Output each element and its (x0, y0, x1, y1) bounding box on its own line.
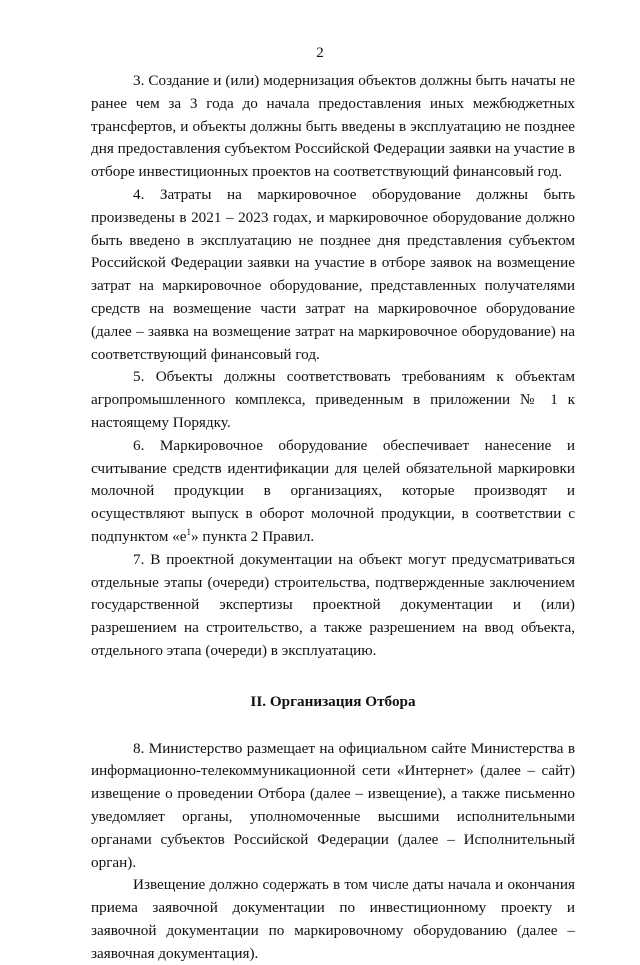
paragraph-5: 5. Объекты должны соответствовать требованиям к объектам агропромышленного комплекса, приведенным в приложении № 1 к настоящему Порядку. (91, 368, 575, 431)
paragraph-6-text: 6. Маркировочное оборудование обеспечивает нанесение и считывание средств идентификации для целей обязательной маркировки молочной продукции в организациях, которые производят и осуществляют выпуск в оборот молочной продукции, в соответствии с подпунктом «е (91, 436, 575, 545)
document-body (91, 70, 575, 965)
paragraph-3: 3. Создание и (или) модернизация объектов должны быть начаты не ранее чем за 3 года до начала предоставления иных межбюджетных трансфертов, и объекты должны быть введены в эксплуатацию не позднее дня предоставления субъектом Российской Федерации заявки на участие в отборе инвестиционных проектов на соответствующий финансовый год. (91, 72, 575, 181)
paragraph-6-tail: » пункта 2 Правил. (191, 527, 315, 545)
paragraph-8-continued: Извещение должно содержать в том числе даты начала и окончания приема заявочной документации по инвестиционному проекту и заявочной документации по маркировочному оборудованию (далее – заявочная документация). (91, 876, 575, 962)
paragraph-6 (91, 435, 575, 549)
paragraph-8: 8. Министерство размещает на официальном сайте Министерства в информационно-телекоммуникационной сети «Интернет» (далее – сайт) извещение о проведении Отбора (далее – извещение), а также письменно уведомляет органы, уполномоченные высшими исполнительными органами субъектов Российской Федерации (далее – Исполнительный орган). (91, 739, 575, 871)
paragraph-4: 4. Затраты на маркировочное оборудование должны быть произведены в 2021 – 2023 годах, и маркировочное оборудование должно быть введено в эксплуатацию не позднее дня представления субъектом Российской Федерации заявки на участие в отборе заявок на возмещение затрат на маркировочное оборудование, представленных получателями средств на возмещение части затрат на маркировочное оборудование (далее – заявка на возмещение затрат на маркировочное оборудование) на соответствующий финансовый год. (91, 185, 575, 363)
superscript-mark: 1 (186, 526, 192, 537)
paragraph-7: 7. В проектной документации на объект могут предусматриваться отдельные этапы (очереди) строительства, подтвержденные заключением государственной экспертизы проектной документации и (или) разрешением на строительство, а также разрешением на ввод объекта, отдельного этапа (очереди) в эксплуатацию. (91, 550, 575, 659)
page-number: 2 (316, 45, 324, 61)
section-heading: II. Организация Отбора (250, 692, 416, 710)
